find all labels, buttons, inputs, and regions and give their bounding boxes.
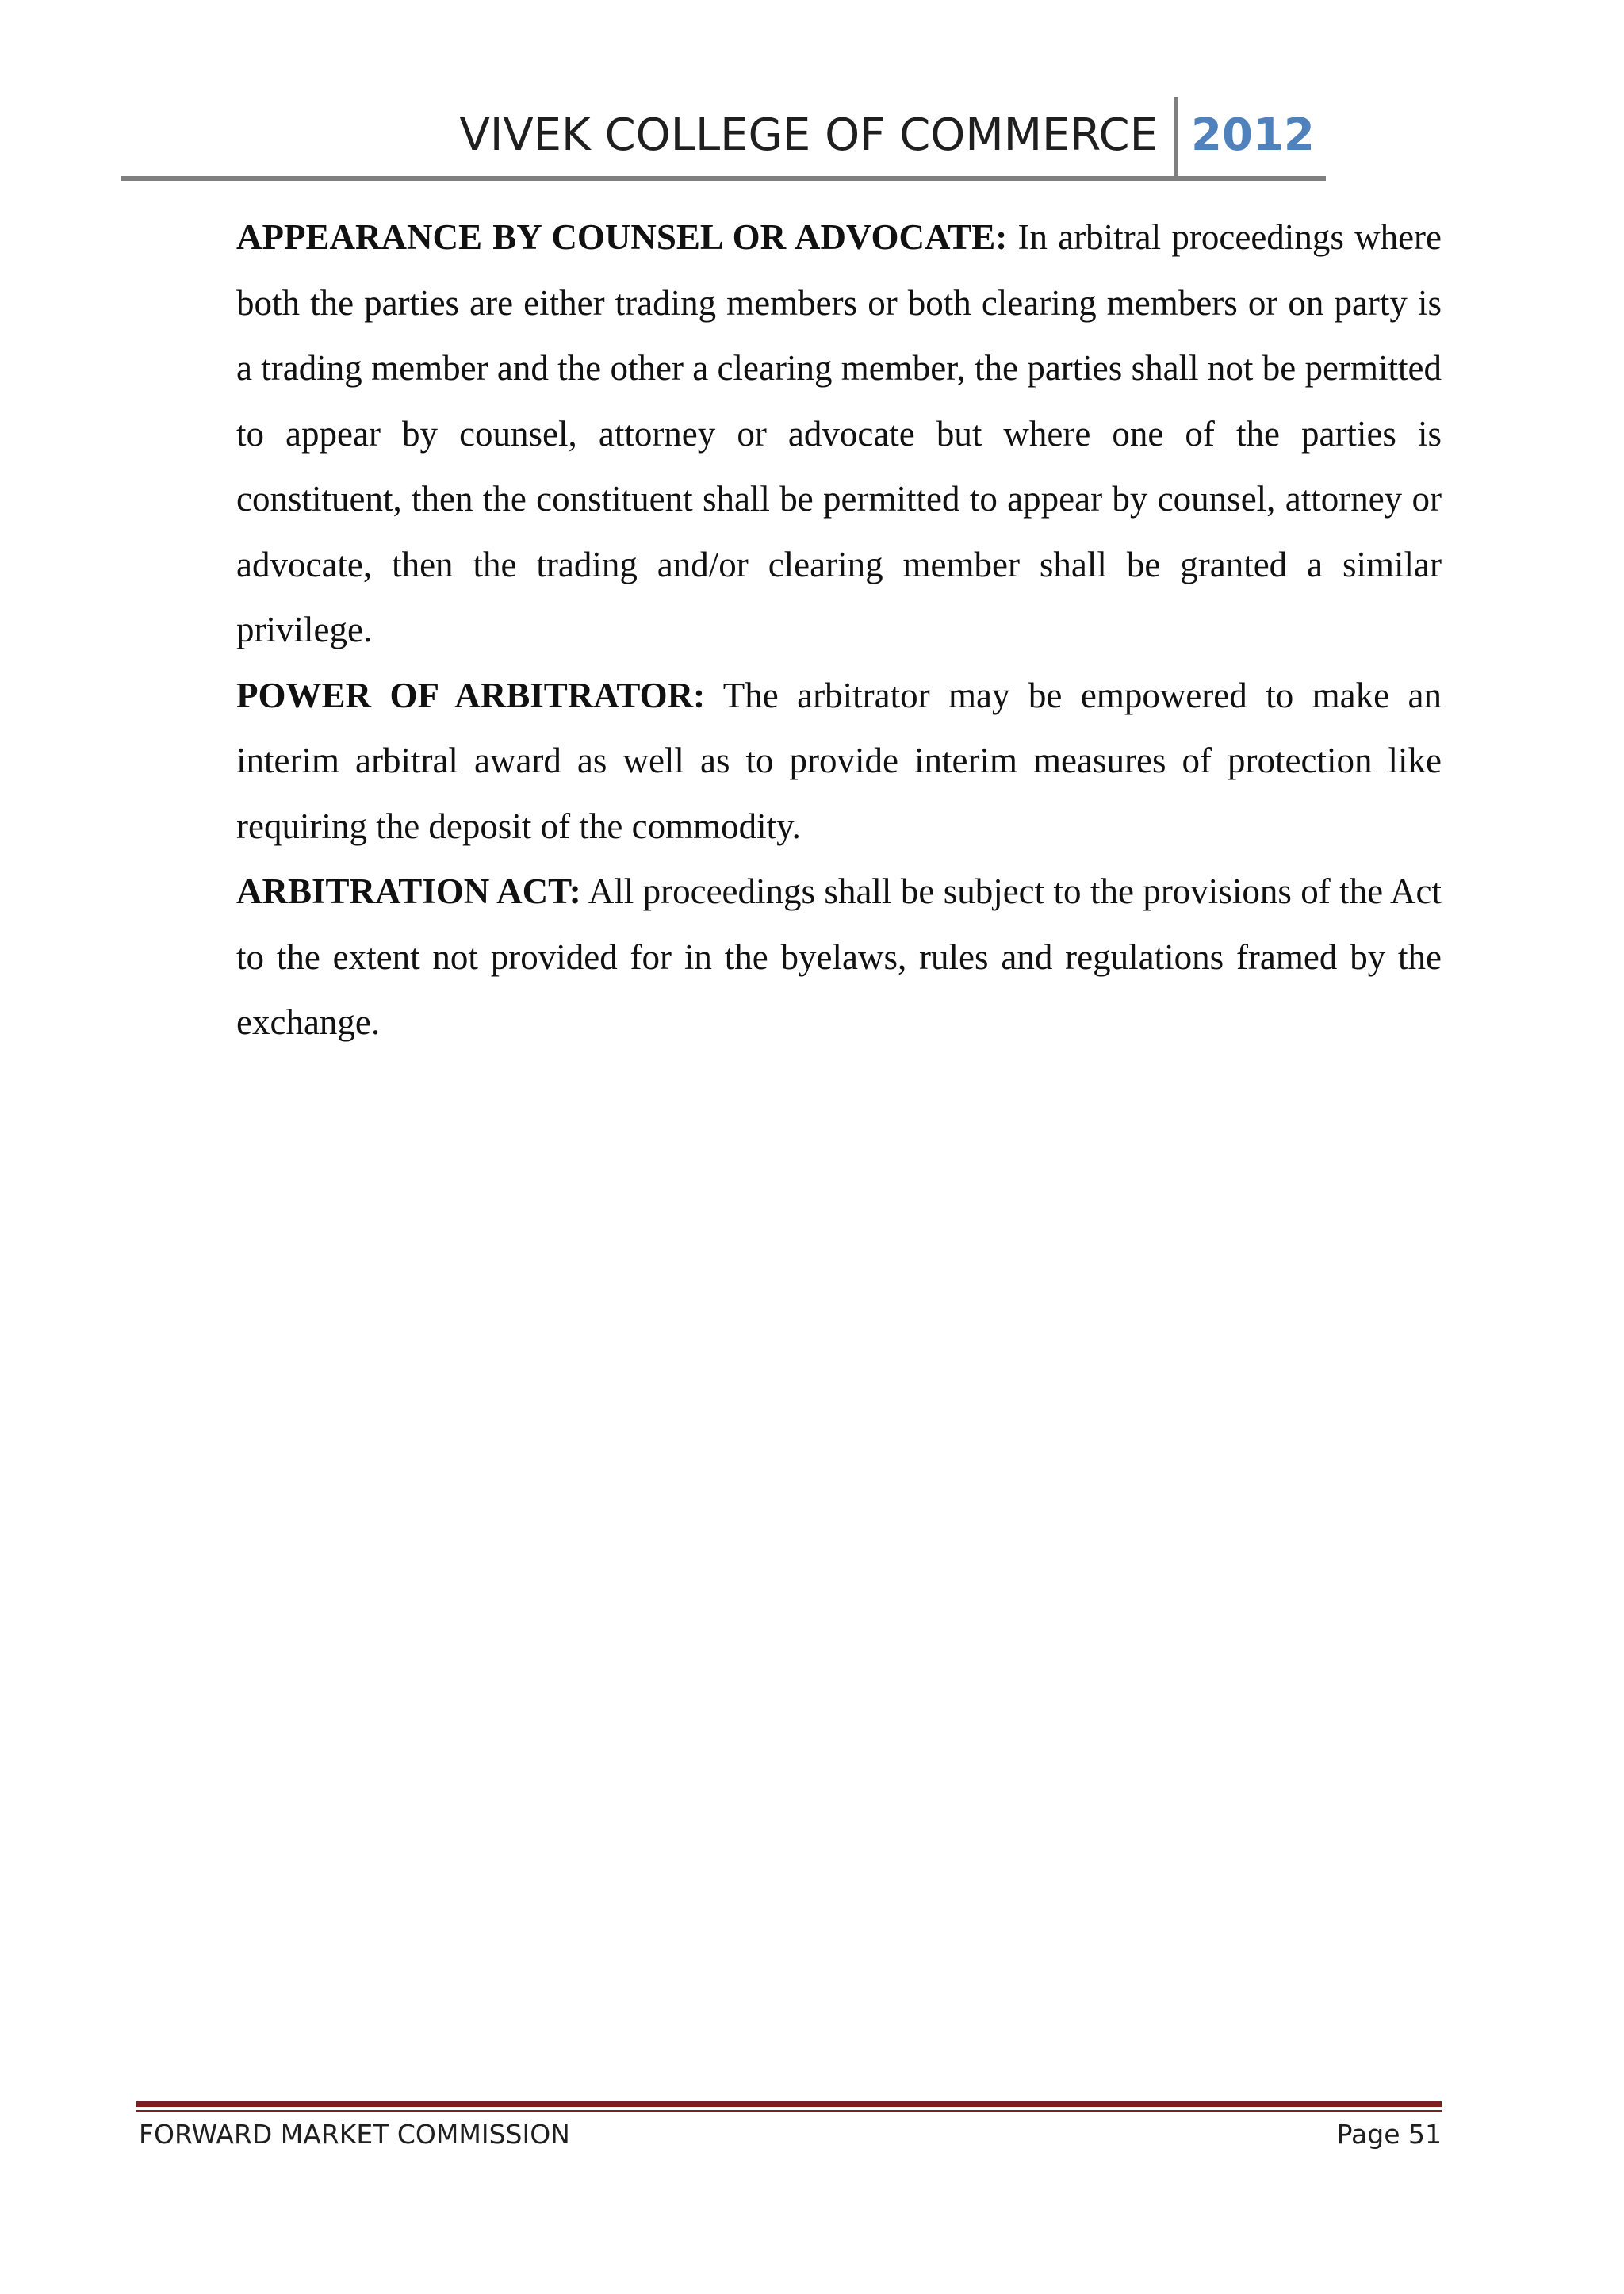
section-appearance (236, 205, 1442, 663)
header-rule (121, 176, 1326, 181)
footer-rule-thick (136, 2101, 1442, 2107)
page-content (236, 205, 1442, 1055)
section-power-of-arbitrator (236, 663, 1442, 860)
section-term: APPEARANCE BY COUNSEL OR ADVOCATE: (236, 217, 1008, 257)
page-number: Page 51 (1336, 2119, 1442, 2150)
section-arbitration-act (236, 859, 1442, 1055)
section-term: ARBITRATION ACT: (236, 871, 581, 911)
section-term: POWER OF ARBITRATOR: (236, 675, 706, 715)
page-header (121, 94, 1326, 181)
footer-rule-thin (136, 2110, 1442, 2112)
section-text: All proceedings shall be subject to the provisions of the Act to the extent not provided for in the byelaws, rules and regulations framed by the exchange. (236, 871, 1442, 1042)
header-title: VIVEK COLLEGE OF COMMERCE (459, 109, 1158, 161)
section-text: The arbitrator may be empowered to make an interim arbitral award as well as to provide interim measures of protection like requiring the deposit of the commodity. (236, 675, 1442, 846)
header-divider (1174, 97, 1178, 181)
section-text: In arbitral proceedings where both the parties are either trading members or both clearing members or on party is a trading member and the other a clearing member, the parties shall not be permitted to appear by counsel, attorney or advocate but where one of the parties is constituent, then the constituent shall be permitted to appear by counsel, attorney or advocate, then the trading and/or clearing member shall be granted a similar privilege. (236, 217, 1442, 649)
header-year: 2012 (1191, 109, 1315, 161)
footer-title: FORWARD MARKET COMMISSION (139, 2119, 570, 2150)
